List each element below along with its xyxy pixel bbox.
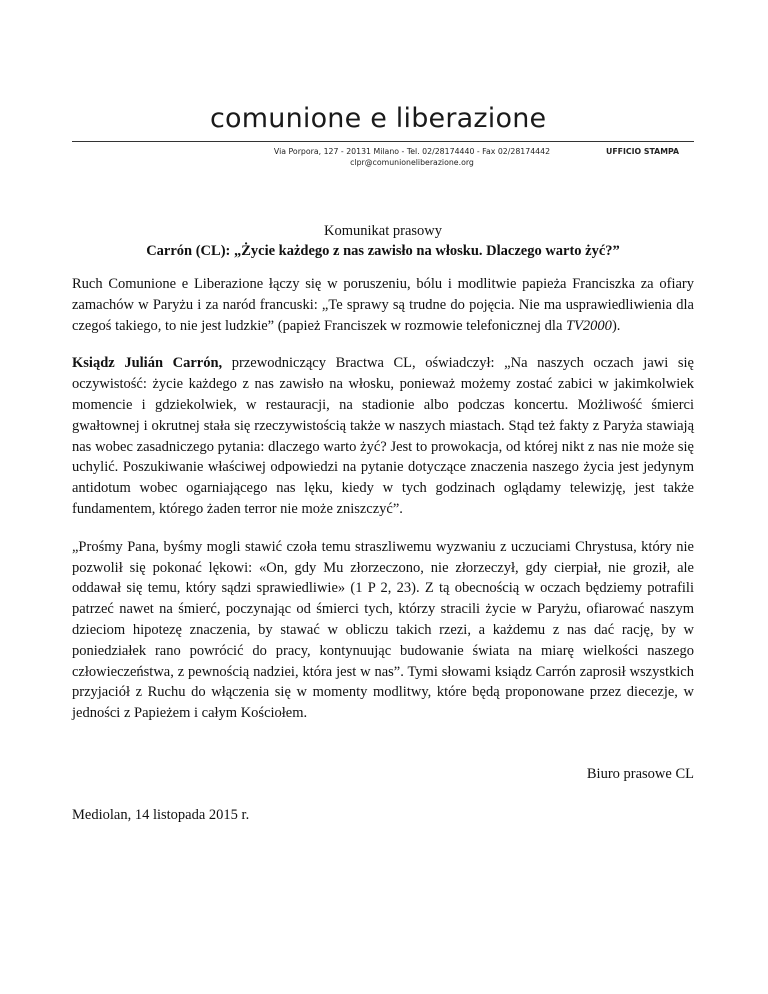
letterhead [0,0,768,180]
org-name-logo: comunione e liberazione [210,103,547,134]
paragraph-3: „Prośmy Pana, byśmy mogli stawić czoła temu straszliwemu wyzwaniu z uczuciami Chrystusa, który nie pozwolił się pokonać lękowi: «On, gdy Mu złorzeczono, nie złorzeczył, gdy cierpiał, nie groził, ale oddawał się temu, który sądzi sprawiedliwie» (1 P 2, 23). Z tą obecnością w oczach będziemy potrafili patrzeć nawet na śmierć, poczynając od śmierci tych, którzy stracili życie w Paryżu, ofiarować naszym dzieciom hipotezę znaczenia, by stawać w obliczu takich rzezi, a każdemu z nas dać rację, by w poniedziałek rano powrócić do pracy, kontynuując budowanie świata na miarę wielkości naszego człowieczeństwa, z pewnością nadziei, która jest w nas”. Tymi słowami ksiądz Carrón zaprosił wszystkich przyjaciół z Ruchu do włączenia się w momenty modlitwy, które będą proponowane przez diecezje, w jedności z Papieżem i całym Kościołem. [72,538,694,722]
dateline: Mediolan, 14 listopada 2015 r. [72,807,250,823]
letterhead-rule [72,141,694,142]
paragraph-1-end: ). [611,317,621,334]
paragraph-2-text: przewodniczący Bractwa CL, oświadczył: „Na naszych oczach jawi się oczywistość: życie każdego z nas zawisło na włosku, ponieważ możemy zostać zabici w jakimkolwiek momencie i gdziekolwiek, w restauracji, na stadionie albo podczas koncertu. Możliwość śmierci gwałtownej i okrutnej stała się rzeczywistością także w naszych miastach. Stąd też fakty z Paryża stawiają nas wobec zasadniczego pytania: dlaczego warto żyć? Jest to prowokacja, od której nikt z nas nie może się uchylić. Poszukiwanie właściwej odpowiedzi na pytanie dotyczące znaczenia naszego życia jest jedynym antidotum wobec ogarniającego nas lęku, kiedy w tych godzinach oglądamy telewizję, jest także fundamentem, którego żaden terror nie może zniszczyć”. [72,355,694,517]
office-label: UFFICIO STAMPA [606,147,680,156]
paragraph-2 [72,353,694,519]
letterhead-address [272,146,552,168]
body-text [72,274,694,741]
email-line: clpr@comunioneliberazione.org [350,158,474,167]
paragraph-1-italic: TV2000 [566,317,612,334]
heading-label: Komunikat prasowy [324,223,442,239]
heading-title: Carrón (CL): „Życie każdego z nas zawisło na włosku. Dlaczego warto żyć?” [146,243,620,259]
paragraph-1-text: Ruch Comunione e Liberazione łączy się w poruszeniu, bólu i modlitwie papieża Franciszka za ofiary zamachów w Paryżu i za naród francuski: „Te sprawy są trudne do pojęcia. Nie ma usprawiedliwienia dla czegoś takiego, to nie jest ludzkie” (papież Franciszek w rozmowie telefonicznej dla [72,276,694,334]
paragraph-1 [72,274,694,336]
address-line: Via Porpora, 127 - 20131 Milano - Tel. 02/28174440 - Fax 02/28174442 [273,147,551,156]
paragraph-2-bold: Ksiądz Julián Carrón, [72,355,223,372]
press-release-heading [72,221,694,261]
signature: Biuro prasowe CL [586,766,694,782]
